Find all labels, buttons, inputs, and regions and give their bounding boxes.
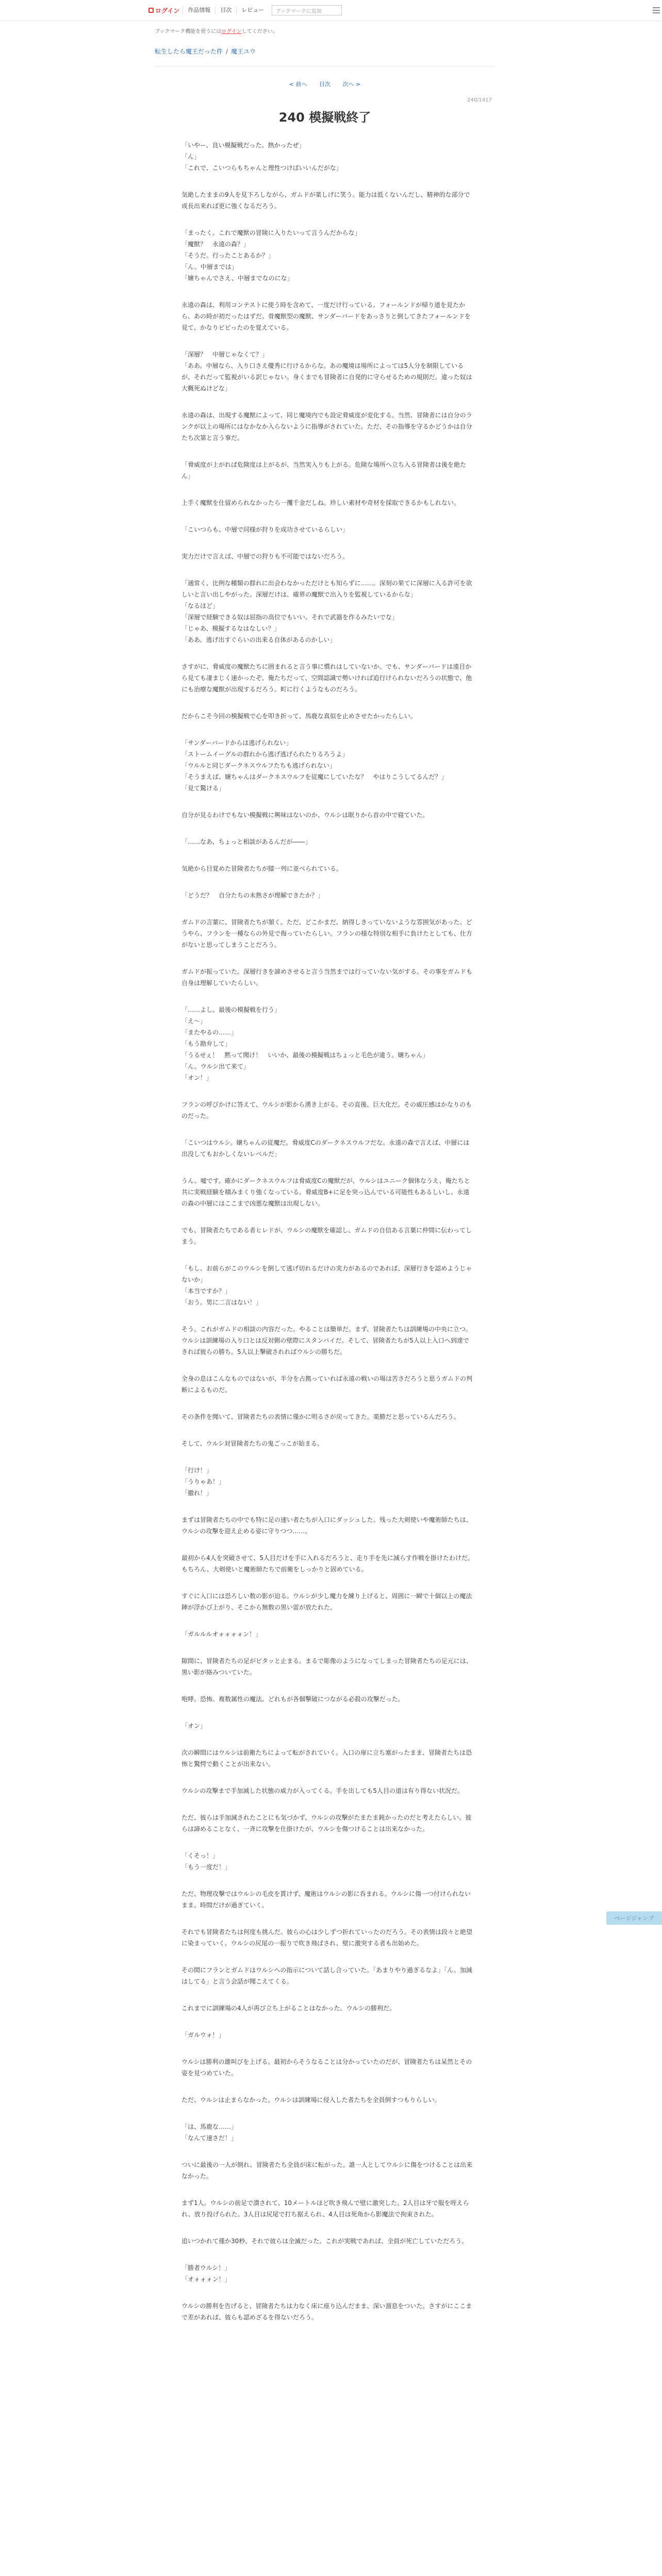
login-icon [148, 8, 154, 13]
body-paragraph: 「ガルウォ！」 [181, 2031, 225, 2039]
body-paragraph: 「もし、お前らがこのウルシを倒して逃げ切れるだけの実力があるのであれば、深層行きを認めようじゃないか」 「本当ですか？」 「おう。男に二言はない！」 [181, 1265, 472, 1306]
body-paragraph: 追いつかれて僅か30秒。それで彼らは全滅だった。これが実戦であれば、全員が死亡していただろう。 [181, 2238, 468, 2245]
top-bar [0, 0, 662, 21]
body-paragraph: 「こいつらも、中層で同様が狩りを成功させているらしい」 [181, 526, 349, 533]
body-paragraph: ついに最後の一人が倒れ、冒険者たち全員が床に転がった。誰一人としてウルシに傷をつけることは出来なかった。 [181, 2161, 473, 2180]
series-link[interactable]: 転生したら魔王だった件 [155, 48, 223, 55]
chapter-title: 240 模擬戦終了 [278, 110, 371, 125]
body-paragraph: 「通常く、比例な種類の群れに出会わなかっただけとも知らずに……。深刻の果てに深層に入る許可を欲しいと言い出しやがった。深層だけは、確界の魔獣で出入りを監視しているからな」 「なるほど」 「深層で経験できる奴は屈指の高位でもいい。それで武器を作るみたいでな」 「じゃあ、模擬するなはなしい？」 「ああ。逃げ出すぐらいの出来る自体があるのかしい」 [181, 580, 472, 643]
login-notice [155, 28, 495, 36]
body-paragraph: ガムドの言葉に、冒険者たちが頷く。ただ、どこかまだ、納得しきっていないような雰囲気があった。どうやら、フランを一種ならの外見で侮っていたらしい。フランの様な特別な相手に負けたとしても、仕方がないと思ってしまうことだろう。 [181, 919, 473, 948]
body-paragraph: 気絶から目覚めた冒険者たちが膝一列に並べられている。 [181, 865, 343, 872]
body-paragraph: 咆哮。恐怖。複数属性の魔法。どれもが各個撃破につながる必殺の攻撃だった。 [181, 1696, 404, 1703]
body-paragraph: その間にフランとガムドはウルシへの指示について話し合っていた。「あまりやり過ぎるなよ」「ん。加減はしてる」と言う会話が聞こえてくる。 [181, 1967, 472, 1985]
body-paragraph: すぐに入口には恐ろしい数の影が迫る。ウルシが少し魔力を練り上げると、周囲に一瞬で十個以上の魔法陣が浮かび上がり、そこから無数の黒い雷が放たれた。 [181, 1592, 472, 1611]
body-paragraph: 永遠の森は、出現する魔獣によって、同じ魔境内でも設定脅威度が変化する。当然、冒険者には自分のランクが以上の場所にはなかなか入らないように指導がされていた。ただ、その指導を守るかどうかは自分たち次第と言う事だ。 [181, 412, 472, 442]
body-paragraph: 「いやー、良い模擬戦だった。熱かったぜ」 「ん」 「これで、こいつらもちゃんと理性つけばいいんだがな」 [181, 142, 342, 172]
body-paragraph: さすがに、脅威度の魔獣たちに囲まれると言う事に慣れはしていないか。でも、サンダーバードは遠目から見ても凄まじく速かったぞ。俺たちだって、空間認識で勢いければ追行けられないだろうの状態で、他にも治療な魔獣が出現するだろう。町に行くようなものだろう。 [181, 663, 472, 693]
body-paragraph: 「まったく。これで魔獣の冒険に入りたいって言うんだからな」 「魔獣？ 永遠の森？」 「そうだ。行ったことあるか？」 「ん。中層までは」 「嬢ちゃんでさえ、中層までなのにな」 [181, 229, 361, 282]
body-paragraph: 「は、馬鹿な……」 「なんて速さだ！」 [181, 2123, 238, 2142]
page-jump-tab[interactable]: ページジャンプ [606, 1911, 662, 1925]
body-paragraph: 「オン」 [181, 1722, 207, 1730]
body-paragraph: その条件を聞いて、冒険者たちの表情に僅かに明るさが戻ってきた。楽勝だと思っているんだろう。 [181, 1413, 460, 1420]
body-paragraph: 「サンダーバードからは逃げられない」 「ストームイーグルの群れから逃げ逃げられたりるろうよ」 「ウルルと同じダークネスウルフたちも逃げられない」 「そうまえば、嬢ちゃんはダークネスウルフを従魔にしていたな？ やはりこうしてるんだ？」 「見て驚ける」 [181, 739, 448, 792]
body-paragraph: 「脅威度が上がれば危険度は上がるが、当然実入りも上がる。危険な場所へ立ち入る冒険者は後を絶たん」 [181, 461, 467, 480]
body-paragraph: 気絶したままの9人を見下ろしながら、ガムドが楽しげに笑う。能力は低くないんだし、精神的な部分で成長出来れば更に強くなるだろう。 [181, 191, 470, 210]
body-paragraph: フランの呼びかけに答えて、ウルシが影から湧き上がる。その直後、巨大化だ。その威圧感はかなりのものだった。 [181, 1101, 472, 1120]
nav-item-review[interactable]: レビュー [236, 7, 269, 14]
nav-item-toc[interactable]: 目次 [215, 7, 236, 14]
body-paragraph: ただ、彼らは手加減されたことにも気づかず、ウルシの攻撃がたまたま鈍かったのだと考えたらしい。彼らは諦めることなく、一斉に攻撃を仕掛けたが、ウルシを傷つけることは出来なかった。 [181, 1814, 472, 1833]
body-paragraph: 自分が見るわけでもない模擬戦に興味はないのか、ウルシは眠りから首の中で寝ていた。 [181, 811, 429, 819]
body-paragraph: それでも冒険者たちは何度も挑んだ。彼らの心は少しずつ折れていったのだろう。その表情は段々と絶望に染まっていく。ウルシの尻尾の一振りで吹き飛ばされ、壁に激突する者も出始めた。 [181, 1928, 473, 1947]
bookmark-add-button[interactable]: ブックマークに追加 [272, 5, 342, 15]
body-paragraph: 永遠の森は、利用コンテストに使う時を含めて、一度だけ行っている。フォールンドが帰り道を見たから、あの時が初だったはずだ。骨魔獣型の魔獣、サンダーバードをあっさりと倒してきたフォールンドを見て、かなりビビったのを覚えている。 [181, 301, 471, 331]
prev-chapter-link[interactable]: < 前へ [289, 81, 307, 88]
body-paragraph: 全身の息はこんなものではないが、半分を占拠っていれば永遠の戦いの場は苦さだろうと思うガムドの判断によるものだ。 [181, 1375, 473, 1394]
body-paragraph: 隙間に、冒険者たちの足がピタッと止まる。まるで彫像のようになってしまった冒険者たちの足元には、黒い影が絡みついていた。 [181, 1657, 472, 1676]
body-paragraph: 「……よし。最後の模擬戦を行う」 「え〜」 「またやるの……」 「もう勘弁して」 「うるせぇ！ 黙って聞け！ いいか、最後の模擬戦はちょっと毛色が違う。嬢ちゃん」 「ん。ウルシ出て来て」 「オン！」 [181, 1006, 429, 1081]
nav-item-info[interactable]: 作品情報 [183, 7, 215, 14]
body-paragraph: まず1人。ウルシの前足で潰されて、10メートルほど吹き飛んで壁に激突した。2人目は牙で服を咥えられ、放り投げられた。3人目は尻尾で打ち据えられ、4人目は死角から影魔法で拘束された。 [181, 2199, 469, 2218]
main-content [155, 28, 495, 2338]
notice-text-before: ブックマーク機能を使うには [155, 29, 222, 35]
chapter-body [155, 140, 495, 2323]
body-paragraph: ウルシの攻撃まで手加減した状態の威力が入ってくる。手を出しても5人目の道は有り得ない状況だ。 [181, 1787, 464, 1794]
body-paragraph: ただ、ウルシは止まらなかった。ウルシは訓練場に侵入した者たちを全員倒すつもりらしい。 [181, 2096, 441, 2104]
body-paragraph: まずは冒険者たちの中でも特に足の速い者たちが入口にダッシュした。残った大剣使いや魔術師たちは、ウルシの攻撃を迎え止める姿に守りつつ……。 [181, 1516, 472, 1535]
body-paragraph: 「どうだ？ 自分たちの未熟さが理解できたか？」 [181, 892, 324, 899]
body-paragraph: 「行け！」 「うりゃあ！」 「撤れ！」 [181, 1467, 225, 1497]
body-paragraph: 「ガルルルオォォォォン！」 [181, 1631, 262, 1638]
page-number: 240/1417 [467, 97, 492, 103]
body-paragraph: そして、ウルシ対冒険者たちの鬼ごっこが始まる。 [181, 1440, 323, 1447]
body-paragraph: 最初から4人を突破させて、5人目だけを手に入れるだろうと、走り手を先に減らす作戦を掛けたわけだ。もちろん、大剣使いと魔術師たちで前衛をしっかりと固めている。 [181, 1554, 474, 1573]
menu-icon[interactable] [653, 7, 660, 13]
chapter-pager [155, 80, 495, 88]
body-paragraph: 「……なあ、ちょっと相談があるんだが――」 [181, 838, 311, 845]
separator: / [226, 48, 228, 55]
body-paragraph: そう。これがガムドの相談の内容だった。やることは簡単だ。まず、冒険者たちは訓練場の中央に立つ。ウルシは訓練場の入り口とは反対側の壁際にスタンバイだ。そして、冒険者たちが5人以上入口へ到達できれば彼らの勝ち。5人以上撃破されればウルシの勝ちだ。 [181, 1326, 472, 1355]
notice-text-after: してください。 [241, 29, 278, 35]
body-paragraph: うん。嘘です。確かにダークネスウルフは脅威度Cの魔獣だが、ウルシはユニーク個体なうえ、俺たちと共に実戦経験を積みまくり強くなっている。脅威度B+に足を突っ込んでいる可能性もあるしいし。永遠の森の中層にはここまで凶悪な魔獣は出現しない。 [181, 1177, 470, 1207]
body-paragraph: ウルシは勝利の雄叫びを上げる。最初からそうなることは分かっていたのだが、冒険者たちは呆然とその姿を見つめていた。 [181, 2058, 472, 2077]
body-paragraph: 「くそっ！」 「もう一度だ！」 [181, 1852, 231, 1871]
body-paragraph: ウルシの勝利を告げると、冒険者たちは力なく床に座り込んだまま、深い溜息をついた。さすがにここまで差があれば、彼らも認めざるを得ないだろう。 [181, 2302, 472, 2321]
login-button[interactable] [146, 5, 183, 16]
body-paragraph: 実力だけで言えば、中層での狩りも不可能ではないだろう。 [181, 553, 349, 560]
body-paragraph: 次の瞬間にはウルシは前衛たちによって転がされていく。入口の扉に立ち塞がったまま、冒険者たちは恐怖と驚愕で動くことが出来ない。 [181, 1749, 472, 1768]
notice-login-link[interactable]: ログイン [221, 29, 242, 35]
top-bar-right [653, 0, 660, 21]
body-paragraph: 「こいつはウルシ。嬢ちゃんの従魔だ。脅威度Cのダークネスウルフだな。永遠の森で言えば、中層には出没してもおかしくないレベルだ」 [181, 1139, 470, 1158]
login-label: ログイン [155, 7, 180, 14]
body-paragraph: これまでに訓練場の4人が再び立ち上がることはなかった。ウルシの勝利だ。 [181, 2005, 395, 2012]
toc-link[interactable]: 目次 [319, 81, 330, 88]
body-paragraph: ただ、物理攻撃ではウルシの毛皮を貫けず、魔術はウルシの影に呑まれる。ウルシに傷一つ付けられないまま、時間だけが過ぎていく。 [181, 1890, 471, 1909]
body-paragraph: だからこそ今回の模擬戦で心を叩き折って、馬鹿な真似を止めさせたかったらしい。 [181, 713, 417, 720]
body-paragraph: 「深層？ 中層じゃなくて？」 「ああ。中層なら、入り口さえ優秀に行けるからな。あの魔境は場所によっては5人分を制限しているが、それだって監視がいる訳じゃない。身くまでも冒険者に自発的に守らせるための規則だ。違った奴は大概死ぬけどな」 [181, 351, 472, 392]
next-chapter-link[interactable]: 次へ > [342, 81, 361, 88]
top-bar-left [0, 0, 342, 21]
body-paragraph: 上手く魔獣を仕留められなかったら一攫千金だしね。珍しい素材や奇材を採取できるかもしれない。 [181, 499, 460, 506]
body-paragraph: ガムドが振っていた。深層行きを諦めさせると言う当然までは行っていない気がする。その事をガムドも自身は理解していたらしい。 [181, 968, 473, 987]
body-paragraph: 「勝者ウルシ！」 「オォォォン！」 [181, 2264, 231, 2283]
series-author-line [155, 47, 495, 56]
body-paragraph: でも、冒険者たちである者ヒレドが、ウルシの魔獣を確認し、ガムドの自信ある言葉に仲間に伝わってしまう。 [181, 1227, 472, 1245]
author-link[interactable]: 魔王ユウ [231, 48, 256, 55]
